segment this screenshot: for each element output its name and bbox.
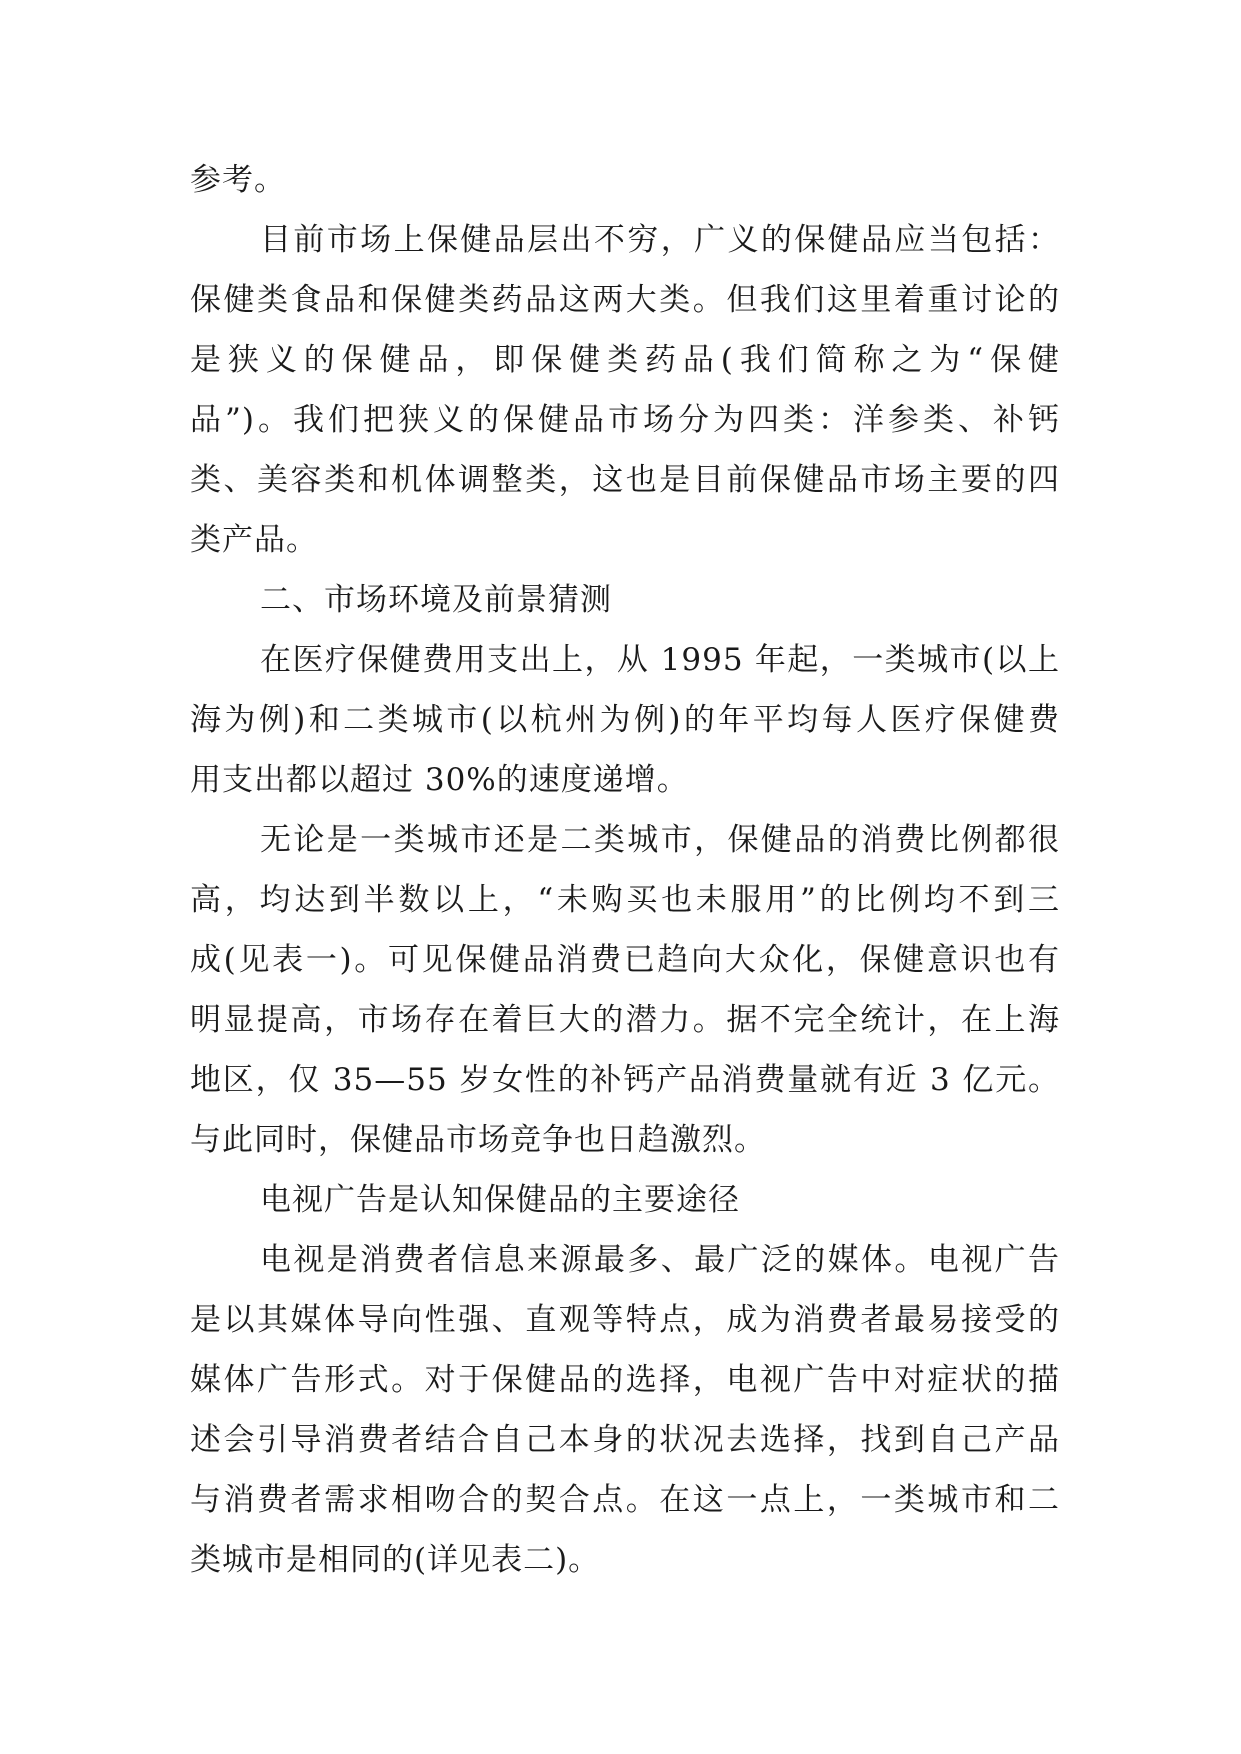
text-line: 明显提高，市场存在着巨大的潜力。据不完全统计，在上海 xyxy=(190,1002,1060,1038)
text-line: 高，均达到半数以上，“未购买也未服用”的比例均不到三 xyxy=(190,882,1060,918)
text-line: 媒体广告形式。对于保健品的选择，电视广告中对症状的描 xyxy=(190,1362,1060,1398)
text-line: 述会引导消费者结合自己本身的状况去选择，找到自己产品 xyxy=(190,1422,1060,1458)
text-line: 类城市是相同的(详见表二)。 xyxy=(190,1542,601,1578)
text-line: 无论是一类城市还是二类城市，保健品的消费比例都很 xyxy=(260,822,1060,858)
text-line: 是以其媒体导向性强、直观等特点，成为消费者最易接受的 xyxy=(190,1302,1060,1338)
document-body xyxy=(190,150,1060,1590)
text-line: 成(见表一)。可见保健品消费已趋向大众化，保健意识也有 xyxy=(190,942,1060,978)
text-line: 是狭义的保健品，即保健类药品(我们简称之为“保健 xyxy=(190,342,1060,378)
text-line: 用支出都以超过 30%的速度递增。 xyxy=(190,762,689,798)
paragraph xyxy=(190,210,1060,570)
text-line: 参考。 xyxy=(190,162,286,198)
paragraph xyxy=(190,1170,1060,1230)
paragraph xyxy=(190,630,1060,810)
paragraph xyxy=(190,810,1060,1170)
text-line: 二、市场环境及前景猜测 xyxy=(260,582,612,618)
paragraph xyxy=(190,150,1060,210)
text-line: 与此同时，保健品市场竞争也日趋激烈。 xyxy=(190,1122,766,1158)
text-line: 电视广告是认知保健品的主要途径 xyxy=(260,1182,740,1218)
text-line: 类、美容类和机体调整类，这也是目前保健品市场主要的四 xyxy=(190,462,1060,498)
text-line: 海为例)和二类城市(以杭州为例)的年平均每人医疗保健费 xyxy=(190,702,1060,738)
text-line: 在医疗保健费用支出上，从 1995 年起，一类城市(以上 xyxy=(260,642,1060,678)
paragraph xyxy=(190,570,1060,630)
text-line: 电视是消费者信息来源最多、最广泛的媒体。电视广告 xyxy=(260,1242,1060,1278)
paragraph xyxy=(190,1230,1060,1590)
text-line: 地区，仅 35—55 岁女性的补钙产品消费量就有近 3 亿元。 xyxy=(190,1062,1060,1098)
text-line: 类产品。 xyxy=(190,522,318,558)
text-line: 保健类食品和保健类药品这两大类。但我们这里着重讨论的 xyxy=(190,282,1060,318)
text-line: 与消费者需求相吻合的契合点。在这一点上，一类城市和二 xyxy=(190,1482,1060,1518)
text-line: 目前市场上保健品层出不穷，广义的保健品应当包括： xyxy=(260,222,1060,258)
text-line: 品”)。我们把狭义的保健品市场分为四类：洋参类、补钙 xyxy=(190,402,1060,438)
